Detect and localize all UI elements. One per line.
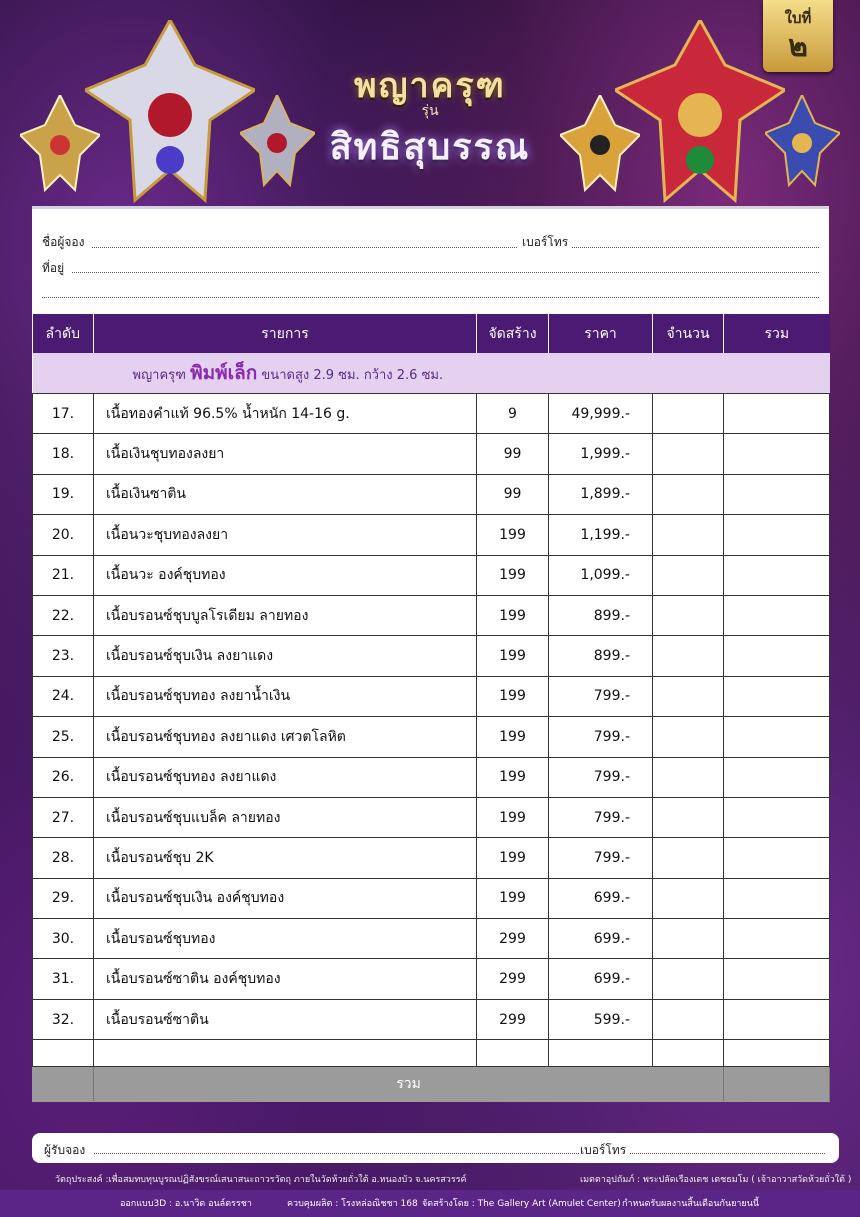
table-row — [33, 555, 830, 595]
row-item: เนื้อบรอนซ์ชุบบูลโรเดียม ลายทอง — [94, 595, 477, 635]
table-row — [33, 595, 830, 635]
header-qty-made: จัดสร้าง — [477, 314, 549, 353]
row-amount-cell[interactable] — [653, 999, 724, 1039]
row-number: 26. — [33, 757, 94, 797]
header-no: ลำดับ — [33, 314, 94, 353]
blank-cell — [33, 1040, 94, 1067]
row-price: 799.- — [549, 717, 653, 757]
row-qty-made: 299 — [477, 999, 549, 1039]
row-qty-made: 9 — [477, 394, 549, 434]
row-number: 21. — [33, 555, 94, 595]
row-number: 30. — [33, 919, 94, 959]
blank-cell — [549, 1040, 653, 1067]
row-amount-cell[interactable] — [653, 838, 724, 878]
row-amount-cell[interactable] — [653, 636, 724, 676]
row-total-cell[interactable] — [724, 797, 830, 837]
table-row — [33, 919, 830, 959]
table-row — [33, 999, 830, 1039]
row-total-cell[interactable] — [724, 474, 830, 514]
name-label: ชื่อผู้จอง — [42, 235, 85, 249]
row-number: 27. — [33, 797, 94, 837]
row-amount-cell[interactable] — [653, 555, 724, 595]
row-item: เนื้อทองคำแท้ 96.5% น้ำหนัก 14-16 g. — [94, 394, 477, 434]
row-item: เนื้อบรอนซ์ซาติน — [94, 999, 477, 1039]
row-number: 24. — [33, 676, 94, 716]
receiver-phone-label: เบอร์โทร — [580, 1143, 627, 1157]
row-qty-made: 199 — [477, 757, 549, 797]
row-price: 899.- — [549, 636, 653, 676]
footer-producer: ควบคุมผลิต : โรงหล่อณิชชา 168 — [287, 1199, 418, 1209]
table-header-row — [33, 314, 830, 353]
row-item: เนื้อบรอนซ์ชุบทอง ลงยาแดง เศวตโลหิต — [94, 717, 477, 757]
row-qty-made: 99 — [477, 434, 549, 474]
table-row — [33, 515, 830, 555]
row-total-cell[interactable] — [724, 676, 830, 716]
title-edition-name: สิทธิสุบรรณ — [329, 126, 531, 168]
row-total-cell[interactable] — [724, 636, 830, 676]
row-amount-cell[interactable] — [653, 757, 724, 797]
row-number: 20. — [33, 515, 94, 555]
row-number: 23. — [33, 636, 94, 676]
title-main: พญาครุฑ — [354, 66, 506, 106]
row-qty-made: 199 — [477, 515, 549, 555]
total-label: รวม — [94, 1067, 724, 1102]
row-price: 799.- — [549, 757, 653, 797]
badge-label: ใบที่ — [784, 9, 812, 27]
row-qty-made: 199 — [477, 555, 549, 595]
section-row — [33, 353, 830, 394]
name-field[interactable] — [92, 247, 517, 248]
row-price: 1,199.- — [549, 515, 653, 555]
row-total-cell[interactable] — [724, 555, 830, 595]
table-row — [33, 959, 830, 999]
receiver-label: ผู้รับจอง — [44, 1143, 86, 1157]
receiver-box — [32, 1133, 839, 1163]
row-amount-cell[interactable] — [653, 394, 724, 434]
address-field[interactable] — [72, 272, 819, 273]
section-size: ขนาดสูง 2.9 ซม. กว้าง 2.6 ซม. — [261, 368, 444, 383]
blank-cell — [477, 1040, 549, 1067]
footer-schedule: กำหนดรับผลงานสิ้นเดือนกันยายนนี้ — [622, 1199, 759, 1209]
header-amount: จำนวน — [653, 314, 724, 353]
row-total-cell[interactable] — [724, 757, 830, 797]
section-highlight: พิมพ์เล็ก — [190, 362, 258, 384]
row-price: 49,999.- — [549, 394, 653, 434]
row-total-cell[interactable] — [724, 595, 830, 635]
table-row — [33, 878, 830, 918]
row-price: 599.- — [549, 999, 653, 1039]
table-row — [33, 474, 830, 514]
row-number: 22. — [33, 595, 94, 635]
row-item: เนื้อบรอนซ์ซาติน องค์ชุบทอง — [94, 959, 477, 999]
row-item: เนื้อบรอนซ์ชุบทอง — [94, 919, 477, 959]
row-item: เนื้อบรอนซ์ชุบเงิน ลงยาแดง — [94, 636, 477, 676]
row-price: 799.- — [549, 797, 653, 837]
row-price: 899.- — [549, 595, 653, 635]
row-price: 1,999.- — [549, 434, 653, 474]
footer-creator: จัดสร้างโดย : The Gallery Art (Amulet Center) — [422, 1199, 621, 1209]
blank-cell — [94, 1040, 477, 1067]
row-number: 18. — [33, 434, 94, 474]
row-item: เนื้อบรอนซ์ชุบทอง ลงยาแดง — [94, 757, 477, 797]
table-row-blank — [33, 1040, 830, 1067]
row-qty-made: 199 — [477, 717, 549, 757]
table-row — [33, 394, 830, 434]
row-total-cell[interactable] — [724, 878, 830, 918]
blank-cell — [724, 1040, 830, 1067]
page-number-badge — [763, 0, 833, 72]
header-total: รวม — [724, 314, 830, 353]
badge-number: ๒ — [788, 29, 808, 64]
table-row — [33, 797, 830, 837]
row-total-cell[interactable] — [724, 838, 830, 878]
receiver-field[interactable] — [94, 1153, 579, 1154]
footer-blessing: เมตตาอุปถัมภ์ : พระปลัดเรืองเดช เตชธมโม ( เจ้าอาวาสวัดห้วยถั่วใต้ ) — [580, 1175, 852, 1185]
row-item: เนื้อบรอนซ์ชุบทอง ลงยาน้ำเงิน — [94, 676, 477, 716]
row-qty-made: 199 — [477, 636, 549, 676]
row-qty-made: 99 — [477, 474, 549, 514]
row-number: 28. — [33, 838, 94, 878]
row-amount-cell[interactable] — [653, 515, 724, 555]
table-row — [33, 757, 830, 797]
table-row — [33, 676, 830, 716]
row-amount-cell[interactable] — [653, 717, 724, 757]
row-qty-made: 199 — [477, 595, 549, 635]
table-row — [33, 636, 830, 676]
row-total-cell[interactable] — [724, 919, 830, 959]
row-price: 699.- — [549, 878, 653, 918]
phone-label: เบอร์โทร — [522, 235, 569, 249]
table-row — [33, 434, 830, 474]
row-number: 19. — [33, 474, 94, 514]
row-item: เนื้อเงินชุบทองลงยา — [94, 434, 477, 474]
row-price: 1,899.- — [549, 474, 653, 514]
row-item: เนื้อนวะ องค์ชุบทอง — [94, 555, 477, 595]
total-row — [33, 1067, 830, 1102]
row-amount-cell[interactable] — [653, 595, 724, 635]
row-amount-cell[interactable] — [653, 474, 724, 514]
row-qty-made: 299 — [477, 959, 549, 999]
address-label: ที่อยู่ — [42, 261, 65, 275]
footer-designer: ออกแบบ3D : อ.นาวิด อนล์ตรรชา — [120, 1199, 252, 1209]
grand-total-cell[interactable] — [724, 1067, 830, 1102]
row-amount-cell[interactable] — [653, 959, 724, 999]
table-row — [33, 838, 830, 878]
booking-form — [32, 206, 829, 315]
address-field-line2[interactable] — [42, 297, 819, 298]
row-item: เนื้อนวะชุบทองลงยา — [94, 515, 477, 555]
row-total-cell[interactable] — [724, 515, 830, 555]
footer-purpose: วัตถุประสงค์ :เพื่อสมทบทุนบูรณปฏิสังขรณ์เสนาสนะถาวรวัตถุ ภายในวัดห้วยถั่วใต้ อ.หนองบัว จ.นครสวรรค์ — [55, 1175, 467, 1185]
blank-cell — [653, 1040, 724, 1067]
row-total-cell[interactable] — [724, 394, 830, 434]
header-banner — [0, 0, 860, 205]
total-blank-cell — [33, 1067, 94, 1102]
row-number: 32. — [33, 999, 94, 1039]
row-qty-made: 199 — [477, 797, 549, 837]
row-item: เนื้อบรอนซ์ชุบแบล็ค ลายทอง — [94, 797, 477, 837]
row-item: เนื้อบรอนซ์ชุบ 2K — [94, 838, 477, 878]
row-price: 1,099.- — [549, 555, 653, 595]
section-title — [33, 353, 830, 394]
title-edition-label: รุ่น — [421, 103, 439, 119]
header-price: ราคา — [549, 314, 653, 353]
row-amount-cell[interactable] — [653, 878, 724, 918]
row-total-cell[interactable] — [724, 959, 830, 999]
receiver-phone-field[interactable] — [630, 1153, 825, 1154]
row-total-cell[interactable] — [724, 999, 830, 1039]
row-amount-cell[interactable] — [653, 434, 724, 474]
section-prefix: พญาครุฑ — [132, 368, 186, 383]
row-number: 25. — [33, 717, 94, 757]
header-item: รายการ — [94, 314, 477, 353]
row-qty-made: 199 — [477, 838, 549, 878]
row-number: 31. — [33, 959, 94, 999]
row-qty-made: 199 — [477, 878, 549, 918]
order-table — [32, 314, 830, 1102]
table-row — [33, 717, 830, 757]
row-number: 29. — [33, 878, 94, 918]
row-amount-cell[interactable] — [653, 919, 724, 959]
row-price: 699.- — [549, 919, 653, 959]
row-number: 17. — [33, 394, 94, 434]
row-amount-cell[interactable] — [653, 676, 724, 716]
row-price: 699.- — [549, 959, 653, 999]
row-price: 799.- — [549, 676, 653, 716]
row-total-cell[interactable] — [724, 717, 830, 757]
row-qty-made: 299 — [477, 919, 549, 959]
row-qty-made: 199 — [477, 676, 549, 716]
row-price: 799.- — [549, 838, 653, 878]
row-item: เนื้อเงินซาติน — [94, 474, 477, 514]
row-amount-cell[interactable] — [653, 797, 724, 837]
row-total-cell[interactable] — [724, 434, 830, 474]
row-item: เนื้อบรอนซ์ชุบเงิน องค์ชุบทอง — [94, 878, 477, 918]
phone-field[interactable] — [572, 247, 819, 248]
